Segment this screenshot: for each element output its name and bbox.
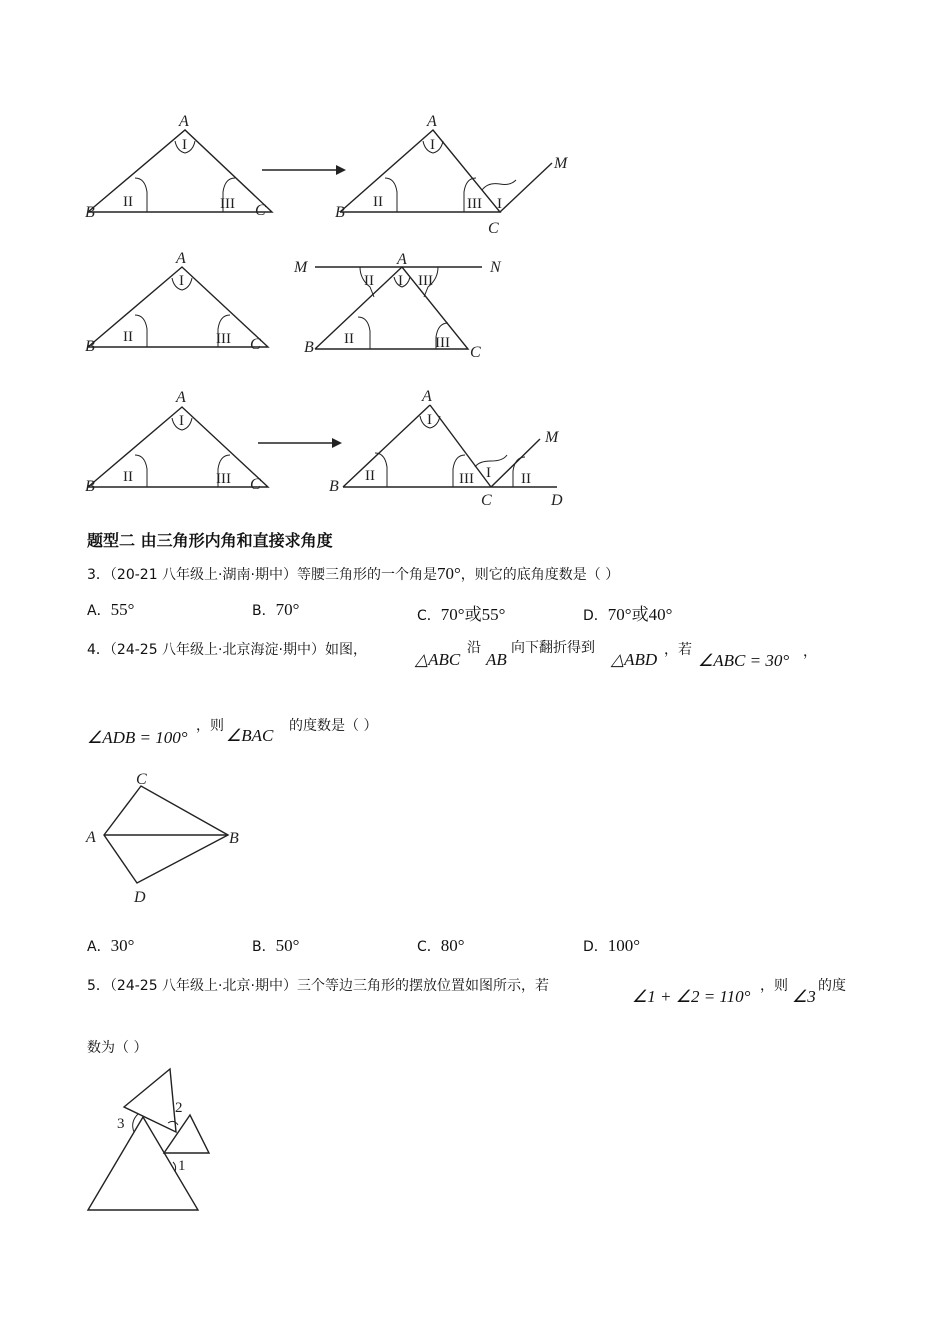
roman-2: II xyxy=(123,194,133,210)
roman-2: II xyxy=(365,468,375,484)
question-number: 3． xyxy=(87,567,110,583)
question-text: ，则它的底角度数是（ ） xyxy=(460,567,620,583)
math-value: 70° xyxy=(436,564,461,583)
label-c: C xyxy=(488,220,499,237)
label-a: A xyxy=(86,829,96,846)
option-b[interactable] xyxy=(252,600,299,620)
option-letter: D． xyxy=(583,939,608,955)
roman-1-copy: I xyxy=(497,196,502,212)
figure-row2-left xyxy=(80,245,280,360)
label-n: N xyxy=(490,259,501,276)
math-cond-sum: ∠1 + ∠2 = 110° xyxy=(632,987,751,1006)
label-b: B xyxy=(85,204,95,221)
question-4-line1 xyxy=(87,640,367,660)
label-c: C xyxy=(136,771,147,788)
label-a: A xyxy=(176,389,186,406)
question-3 xyxy=(87,564,619,585)
option-letter: B． xyxy=(252,603,276,619)
option-letter: D． xyxy=(583,608,608,624)
section-title: 题型二 由三角形内角和直接求角度 xyxy=(87,531,333,550)
question-text: ， xyxy=(803,644,817,660)
roman-3: III xyxy=(459,471,474,487)
option-a[interactable] xyxy=(87,600,134,620)
question-number: 5． xyxy=(87,978,110,994)
question-text: 的度 xyxy=(818,978,846,994)
roman-1: I xyxy=(179,413,184,429)
label-m: M xyxy=(294,259,308,276)
label-a: A xyxy=(397,251,407,268)
label-b: B xyxy=(329,478,339,495)
roman-1: I xyxy=(179,273,184,289)
small-triangle xyxy=(164,1115,209,1153)
label-b: B xyxy=(335,204,345,221)
roman-3-copy: III xyxy=(418,273,433,289)
label-c: C xyxy=(481,492,492,509)
roman-3: III xyxy=(435,335,450,351)
option-d[interactable] xyxy=(583,936,640,956)
option-value: 70°或40° xyxy=(607,605,673,624)
question-text: 数为（ ） xyxy=(87,1040,148,1056)
figure-row2-right xyxy=(290,245,520,365)
label-a: A xyxy=(427,113,437,130)
label-b: B xyxy=(85,478,95,495)
angle-label-3: 3 xyxy=(117,1116,125,1132)
label-b: B xyxy=(229,830,239,847)
label-a: A xyxy=(179,113,189,130)
option-value: 80° xyxy=(440,936,465,955)
option-value: 70°或55° xyxy=(440,605,506,624)
question-text: 向下翻折得到 xyxy=(511,640,595,656)
option-letter: C． xyxy=(417,608,441,624)
roman-3: III xyxy=(216,471,231,487)
math-cond-adb: ∠ADB = 100° xyxy=(87,728,188,747)
roman-3: III xyxy=(216,331,231,347)
label-c: C xyxy=(250,336,261,353)
roman-2-copy: II xyxy=(364,273,374,289)
question-number: 4． xyxy=(87,642,110,658)
label-b: B xyxy=(304,339,314,356)
roman-2: II xyxy=(123,469,133,485)
roman-2-copy: II xyxy=(521,471,531,487)
question-text: 沿 xyxy=(467,640,481,656)
label-a: A xyxy=(422,388,432,405)
angle-label-1: 1 xyxy=(178,1158,186,1174)
figure-row3-left xyxy=(80,385,280,500)
label-b: B xyxy=(85,338,95,355)
option-value: 50° xyxy=(275,936,300,955)
label-c: C xyxy=(250,476,261,493)
label-m: M xyxy=(545,429,559,446)
figure-q4-kite xyxy=(80,765,260,910)
question-text: （24-25 八年级上·北京海淀·期中）如图， xyxy=(109,642,367,658)
question-text: 的度数是（ ） xyxy=(289,718,378,734)
roman-1: I xyxy=(430,137,435,153)
label-c: C xyxy=(470,344,481,361)
roman-3: III xyxy=(467,196,482,212)
question-5-line1 xyxy=(87,976,549,996)
question-text: ，若 xyxy=(664,642,692,658)
label-d: D xyxy=(134,889,146,906)
math-tri-abc: △ABC xyxy=(415,650,461,669)
roman-3: III xyxy=(220,196,235,212)
roman-2: II xyxy=(123,329,133,345)
option-letter: A． xyxy=(87,603,111,619)
label-d: D xyxy=(551,492,563,509)
figure-q5-triangles xyxy=(80,1060,220,1220)
figure-row3-right xyxy=(325,385,575,510)
math-target-bac: ∠BAC xyxy=(226,726,274,745)
math-target-3: ∠3 xyxy=(792,987,816,1006)
question-text: （20-21 八年级上·湖南·期中）等腰三角形的一个角是 xyxy=(109,567,437,583)
math-seg-ab: AB xyxy=(486,650,507,669)
option-value: 30° xyxy=(110,936,135,955)
option-c[interactable] xyxy=(417,936,465,956)
triangle-abc xyxy=(88,130,272,212)
angle-label-2: 2 xyxy=(175,1100,183,1116)
roman-1: I xyxy=(398,273,403,289)
angle-arc-b xyxy=(135,178,147,212)
option-letter: B． xyxy=(252,939,276,955)
option-b[interactable] xyxy=(252,936,299,956)
option-d[interactable] xyxy=(583,600,672,625)
figure-row1-right xyxy=(330,105,580,235)
option-value: 100° xyxy=(607,936,641,955)
label-m: M xyxy=(554,155,568,172)
math-cond-abc: ∠ABC = 30° xyxy=(698,651,790,670)
roman-1-copy: I xyxy=(486,465,491,481)
roman-2: II xyxy=(373,194,383,210)
roman-1: I xyxy=(427,412,432,428)
question-text: ，则 xyxy=(760,978,788,994)
option-a[interactable] xyxy=(87,936,134,956)
roman-1: I xyxy=(182,137,187,153)
figure-row1-left xyxy=(80,105,280,225)
question-text: （24-25 八年级上·北京·期中）三个等边三角形的摆放位置如图所示，若 xyxy=(109,978,549,994)
option-letter: A． xyxy=(87,939,111,955)
option-c[interactable] xyxy=(417,600,505,625)
math-tri-abd: △ABD xyxy=(611,650,658,669)
roman-2: II xyxy=(344,331,354,347)
question-text: ，则 xyxy=(196,718,224,734)
option-value: 55° xyxy=(110,600,135,619)
option-value: 70° xyxy=(275,600,300,619)
label-a: A xyxy=(176,250,186,267)
option-letter: C． xyxy=(417,939,441,955)
label-c: C xyxy=(255,202,266,219)
